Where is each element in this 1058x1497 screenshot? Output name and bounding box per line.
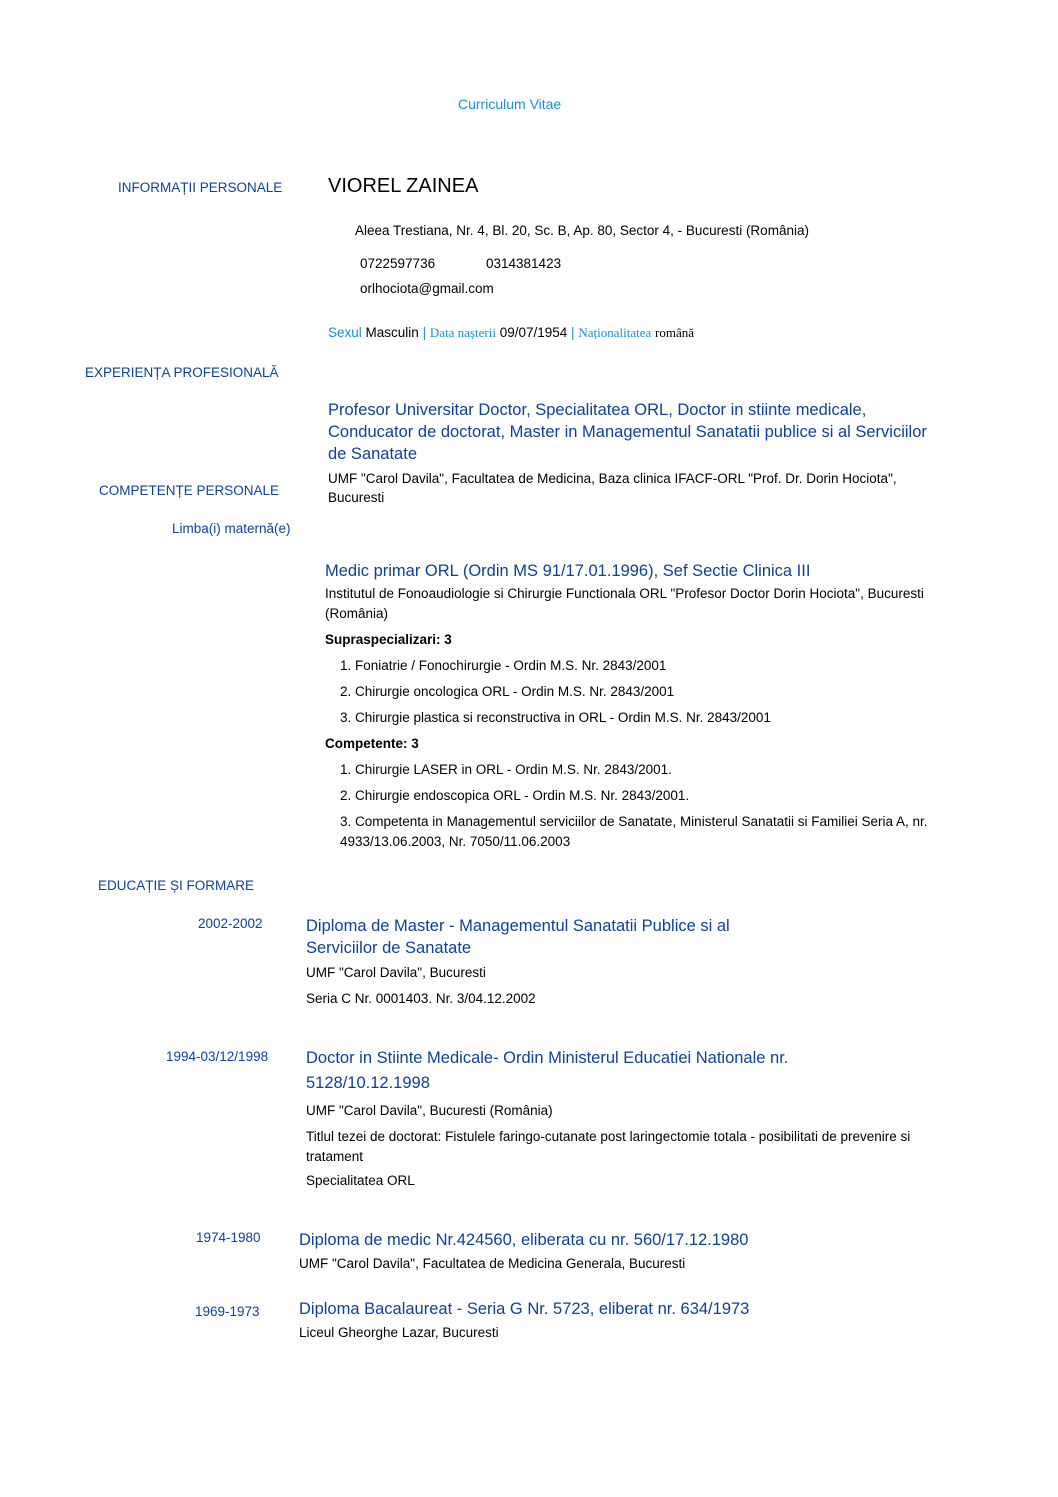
edu-title-line: Doctor in Stiinte Medicale- Ordin Ministerul Educatiei Nationale nr. <box>306 1049 789 1067</box>
job-1-org <box>328 469 897 507</box>
edu-line: UMF "Carol Davila", Bucuresti <box>306 965 486 980</box>
edu-line: UMF "Carol Davila", Facultatea de Medicina Generala, Bucuresti <box>299 1256 686 1271</box>
job-title-line: de Sanatate <box>328 445 417 463</box>
sex-label: Sexul <box>328 325 362 340</box>
edu-details <box>306 1101 910 1191</box>
section-competences: COMPETENȚE PERSONALE <box>99 483 280 498</box>
list-item: 1. Foniatrie / Fonochirurgie - Ordin M.S. Nr. 2843/2001 <box>340 658 667 673</box>
list-item: 2. Chirurgie oncologica ORL - Ordin M.S. Nr. 2843/2001 <box>340 684 675 699</box>
edu-date: 2002-2002 <box>198 916 263 931</box>
edu-date: 1994-03/12/1998 <box>166 1049 269 1064</box>
section-experience: EXPERIENȚA PROFESIONALĂ <box>85 365 279 380</box>
list-item: 3. Chirurgie plastica si reconstructiva in ORL - Ordin M.S. Nr. 2843/2001 <box>340 710 771 725</box>
separator: | <box>571 325 575 340</box>
subheading: Competente: 3 <box>325 736 419 751</box>
edu-date: 1969-1973 <box>195 1304 260 1319</box>
person-name: VIOREL ZAINEA <box>328 175 479 197</box>
org-line: (România) <box>325 606 389 621</box>
separator: | <box>422 325 427 340</box>
edu-title: Diploma Bacalaureat - Seria G Nr. 5723, eliberat nr. 634/1973 <box>299 1300 750 1318</box>
list-item: 2. Chirurgie endoscopica ORL - Ordin M.S. Nr. 2843/2001. <box>340 788 690 803</box>
nationality-label: Naționalitatea <box>578 325 652 340</box>
list-item: 3. Competenta in Managementul serviciilor de Sanatate, Ministerul Sanatatii si Familiei Seria A, nr. <box>340 814 928 829</box>
edu-title <box>306 1046 788 1096</box>
email[interactable]: orlhociota@gmail.com <box>360 281 494 296</box>
phone-2: 0314381423 <box>486 256 562 271</box>
address: Aleea Trestiana, Nr. 4, Bl. 20, Sc. B, Ap. 80, Sector 4, - Bucuresti (România) <box>355 223 809 238</box>
job-1-title <box>328 399 927 465</box>
subheading: Supraspecializari: 3 <box>325 632 452 647</box>
section-personal-info: INFORMAȚII PERSONALE <box>118 180 283 195</box>
edu-line: Liceul Gheorghe Lazar, Bucuresti <box>299 1325 499 1340</box>
edu-date: 1974-1980 <box>196 1230 261 1245</box>
job-title-line: Profesor Universitar Doctor, Specialitatea ORL, Doctor in stiinte medicale, <box>328 401 867 419</box>
org-line: Institutul de Fonoaudiologie si Chirurgie Functionala ORL "Profesor Doctor Dorin Hociota", Bucuresti <box>325 586 924 601</box>
doc-title: Curriculum Vitae <box>458 96 562 112</box>
edu-title-line: 5128/10.12.1998 <box>306 1074 430 1092</box>
phone-1: 0722597736 <box>360 256 436 271</box>
section-education: EDUCAȚIE ȘI FORMARE <box>98 878 255 893</box>
edu-title: Diploma de medic Nr.424560, eliberata cu nr. 560/17.12.1980 <box>299 1231 749 1249</box>
edu-title-line: Diploma de Master - Managementul Sanatatii Publice si al <box>306 917 730 935</box>
personal-details <box>328 323 694 343</box>
edu-title-line: Serviciilor de Sanatate <box>306 939 472 957</box>
nationality-value: română <box>655 325 694 340</box>
org-line: Bucuresti <box>328 490 385 505</box>
edu-line: tratament <box>306 1149 364 1164</box>
job-2-title: Medic primar ORL (Ordin MS 91/17.01.1996), Sef Sectie Clinica III <box>325 562 811 580</box>
edu-line: Titlul tezei de doctorat: Fistulele faringo-cutanate post laringectomie totala - posibilitati de prevenire si <box>306 1129 911 1144</box>
edu-title <box>306 915 730 959</box>
list-item: 4933/13.06.2003, Nr. 7050/11.06.2003 <box>340 834 571 849</box>
edu-details <box>306 963 536 1009</box>
birth-label: Data nașterii <box>429 325 496 340</box>
edu-line: Seria C Nr. 0001403. Nr. 3/04.12.2002 <box>306 991 536 1006</box>
edu-line: UMF "Carol Davila", Bucuresti (România) <box>306 1103 553 1118</box>
edu-line: Specialitatea ORL <box>306 1173 415 1188</box>
mother-tongue-label: Limba(i) maternă(e) <box>172 521 291 536</box>
job-title-line: Conducator de doctorat, Master in Managementul Sanatatii publice si al Serviciilor <box>328 423 927 441</box>
birth-value: 09/07/1954 <box>499 325 568 340</box>
sex-value: Masculin <box>365 325 419 340</box>
list-item: 1. Chirurgie LASER in ORL - Ordin M.S. Nr. 2843/2001. <box>340 762 672 777</box>
job-2-details <box>325 584 928 852</box>
org-line: UMF "Carol Davila", Facultatea de Medicina, Baza clinica IFACF-ORL "Prof. Dr. Dorin Hociota", <box>328 471 897 486</box>
